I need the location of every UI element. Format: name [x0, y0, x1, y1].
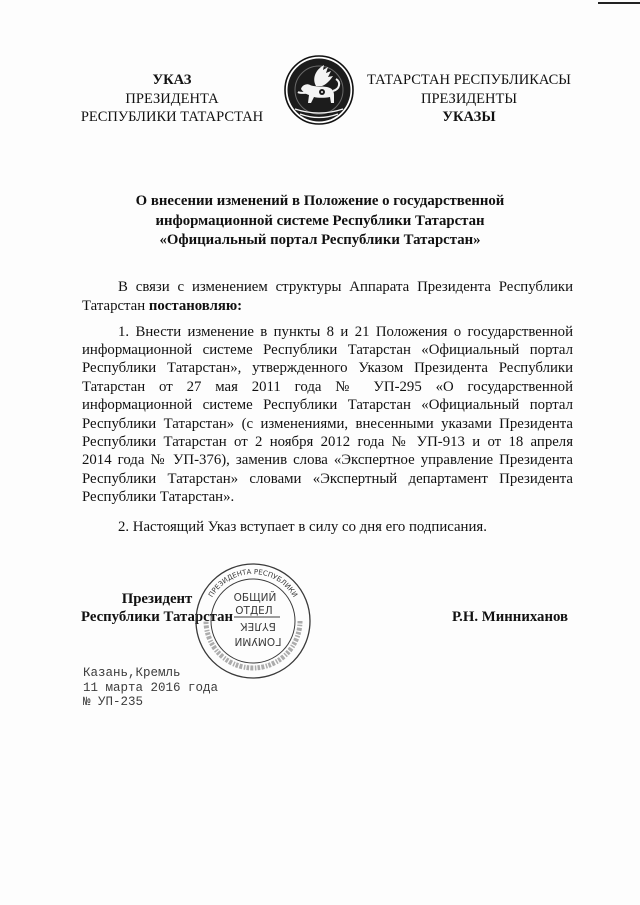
title-line: информационной системе Республики Татарстан [155, 212, 485, 229]
signatory-position-line: Президент [121, 591, 193, 607]
stamp-text-inverted: БҮЛЕК [240, 620, 276, 632]
clause-1-line: 1. Внести изменение в пункты 8 и 21 Положения о государственной [118, 323, 573, 340]
clause-2-paragraph [82, 518, 573, 536]
header-president-tatar-label: ПРЕЗИДЕНТЫ [420, 90, 518, 107]
clause-2-line: 2. Настоящий Указ вступает в силу со дня его подписания. [118, 519, 487, 535]
registration-number: № УП-235 [83, 695, 144, 709]
header-republic-label: РЕСПУБЛИКИ ТАТАРСТАН [80, 109, 264, 125]
scan-edge-mark [598, 2, 640, 4]
stamp-text-inverted: ГОМУМИ [234, 635, 282, 647]
header-left-russian [62, 71, 282, 127]
preamble-line: В связи с изменением структуры Аппарата Президента Республики [118, 279, 573, 295]
header-decree-label: УКАЗ [152, 72, 192, 88]
clause-1-paragraph [82, 323, 573, 506]
clause-1-line: Республики Татарстан» (с изменениями, внесенными указами Президента [82, 415, 573, 432]
signatory-name: Р.Н. Минниханов [451, 609, 568, 625]
header-president-label: ПРЕЗИДЕНТА [125, 90, 219, 107]
title-line: О внесении изменений в Положение о государственной [135, 193, 505, 209]
header-decree-tatar-label: УКАЗЫ [442, 109, 496, 125]
preamble-paragraph [82, 278, 573, 315]
tatarstan-coat-of-arms-icon [284, 55, 354, 125]
clause-1-line: Республики Татарстан» словами «Экспертный департамент Президента [82, 470, 573, 487]
clause-1-line: Республики Татарстан». [82, 488, 235, 505]
stamp-text: ОБЩИЙ [233, 592, 277, 604]
registration-place: Казань,Кремль [83, 666, 181, 680]
clause-1-line: Татарстан от 27 мая 2011 года № УП-295 «О государственной [82, 378, 573, 395]
clause-1-line: Республики Татарстан от 2 ноября 2012 года № УП-913 и от 18 апреля [82, 433, 573, 450]
stamp-ring-text: ПРЕЗИДЕНТА РЕСПУБЛИКИ [207, 567, 299, 599]
header-right-tatar [359, 71, 579, 127]
signatory-position-line: Республики Татарстан [80, 608, 234, 625]
document-title [110, 192, 530, 251]
registration-date: 11 марта 2016 года [83, 680, 219, 695]
clause-1-line: 2014 года № УП-376), заменив слова «Экспертное управление Президента [82, 452, 573, 469]
clause-1-line: информационной системе Республики Татарстан «Официальный портал [82, 397, 573, 414]
clause-1-line: Республики Татарстан», утвержденного Указом Президента Республики [82, 360, 573, 377]
registration-block [83, 666, 218, 710]
preamble-resolve-word: постановляю: [148, 297, 243, 314]
preamble-line [82, 297, 573, 316]
official-stamp [194, 562, 312, 680]
title-line: «Официальный портал Республики Татарстан» [159, 232, 481, 248]
clause-1-line: информационной системе Республики Татарстан «Официальный портал [82, 342, 573, 359]
stamp-text: ОТДЕЛ [235, 605, 273, 617]
header-republic-tatar-label: ТАТАРСТАН РЕСПУБЛИКАСЫ [367, 72, 571, 88]
preamble-text: Татарстан [82, 297, 146, 314]
